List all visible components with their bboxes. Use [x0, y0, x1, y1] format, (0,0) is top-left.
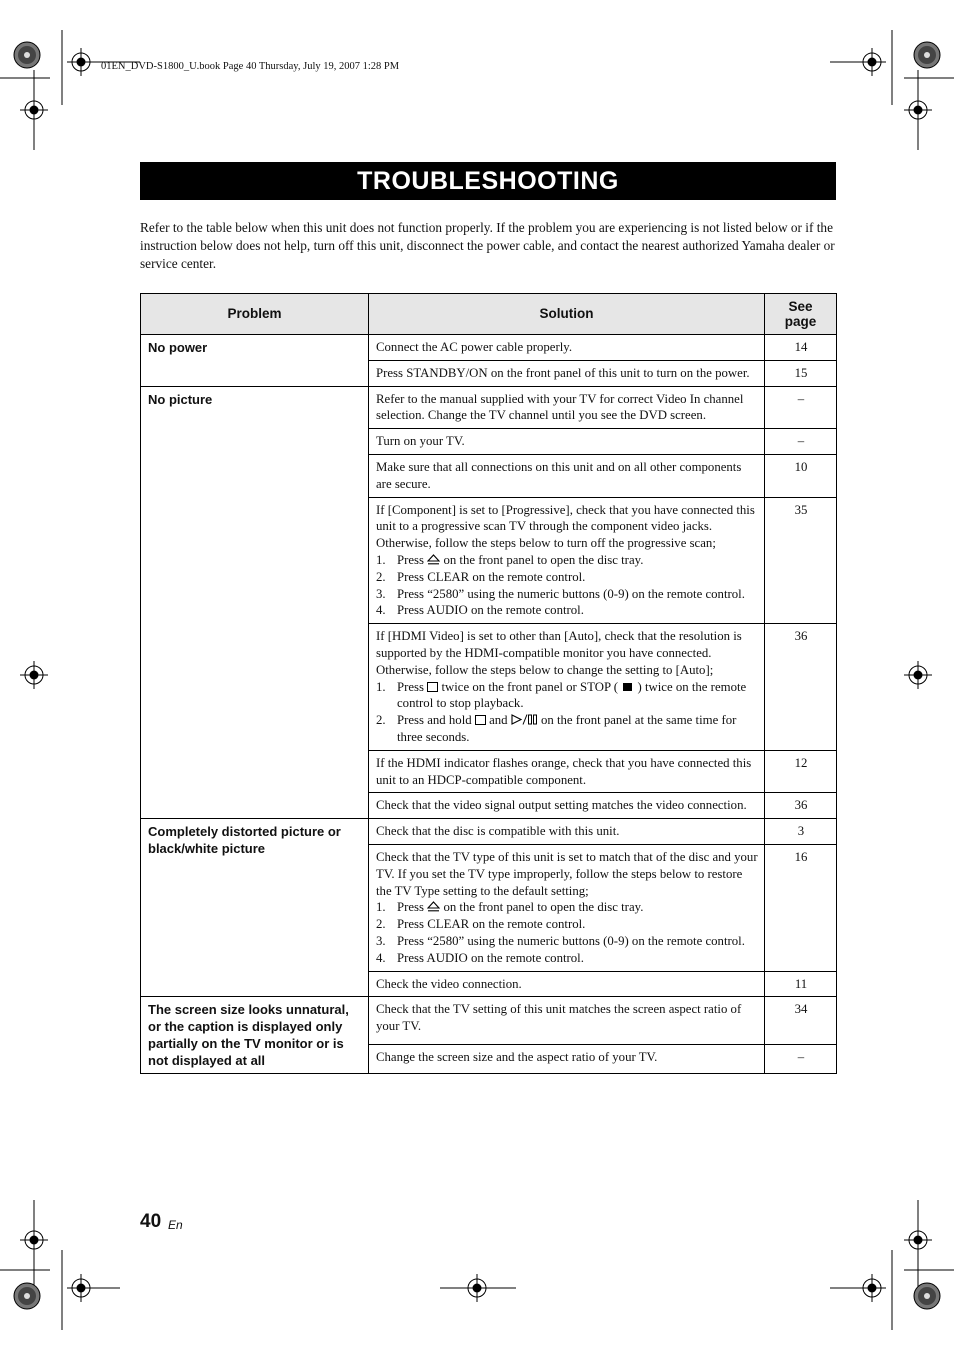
steps-list	[376, 679, 758, 746]
solution-cell: Check the video connection.	[369, 971, 765, 997]
problem-cell: No power	[141, 335, 369, 387]
solution-cell: Check that the disc is compatible with this unit.	[369, 819, 765, 845]
page-cell: 36	[765, 793, 837, 819]
solution-cell: Check that the video signal output setting matches the video connection.	[369, 793, 765, 819]
solution-cell: Make sure that all connections on this unit and on all other components are secure.	[369, 454, 765, 497]
play-stop-box-icon	[427, 682, 438, 692]
solution-text: Check that the TV type of this unit is set to match that of the disc and your TV. If you set the TV type improperly, follow the steps below to restore the TV Type setting to the default setting;	[376, 849, 758, 898]
solution-text: If [HDMI Video] is set to other than [Auto], check that the resolution is supported by the HDMI-compatible monitor you have connected. Otherwise, follow the steps below to change the setting to [Auto];	[376, 629, 742, 677]
registration-mark-icon	[914, 1283, 940, 1309]
stop-icon	[623, 683, 632, 691]
solution-cell: Connect the AC power cable properly.	[369, 335, 765, 361]
eject-icon	[427, 554, 440, 565]
step-item: 3. Press “2580” using the numeric buttons (0-9) on the remote control.	[376, 933, 745, 948]
page-cell: 15	[765, 360, 837, 386]
page-cell: 14	[765, 335, 837, 361]
registration-mark-icon	[14, 42, 40, 68]
page-number: 40	[140, 1211, 162, 1232]
registration-mark-icon	[914, 42, 940, 68]
page-cell: –	[765, 386, 837, 429]
problem-cell: No picture	[141, 386, 369, 819]
solution-cell	[369, 844, 765, 971]
eject-icon	[427, 901, 440, 912]
page-cell: 16	[765, 844, 837, 971]
step-item: 2. Press CLEAR on the remote control.	[376, 917, 586, 932]
page-title: TROUBLESHOOTING	[140, 162, 836, 200]
solution-cell: Refer to the manual supplied with your TV for correct Video In channel selection. Change the TV channel until you see the DVD screen.	[369, 386, 765, 429]
problem-cell: The screen size looks unnatural, or the caption is displayed only partially on the TV monitor or is not displayed at all	[141, 997, 369, 1074]
solution-cell: Turn on your TV.	[369, 429, 765, 455]
play-pause-icon	[511, 714, 538, 725]
step-item: 1. Press twice on the front panel or STOP ( ) twice on the remote control to stop playback.	[376, 679, 747, 711]
page-language: En	[168, 1218, 183, 1232]
registration-mark-icon	[14, 1283, 40, 1309]
solution-cell: If the HDMI indicator flashes orange, check that you have connected this unit to an HDCP-compatible component.	[369, 750, 765, 793]
page-cell: 34	[765, 997, 837, 1045]
step-item: 3. Press “2580” using the numeric buttons (0-9) on the remote control.	[376, 586, 745, 601]
page-cell: 11	[765, 971, 837, 997]
play-stop-box-icon	[475, 715, 486, 725]
header-see-page: See page	[765, 294, 837, 335]
step-item: 4. Press AUDIO on the remote control.	[376, 950, 584, 965]
solution-text: If [Component] is set to [Progressive], check that you have connected this unit to a progressive scan TV through the component video jacks. Otherwise, follow the steps below to turn off the progressive scan;	[376, 502, 755, 551]
solution-cell: Check that the TV setting of this unit matches the screen aspect ratio of your TV.	[369, 997, 765, 1045]
step-item: 1. Press on the front panel to open the disc tray.	[376, 900, 644, 915]
step-item: 1. Press on the front panel to open the disc tray.	[376, 552, 644, 567]
solution-cell: Change the screen size and the aspect ratio of your TV.	[369, 1045, 765, 1074]
solution-cell: Press STANDBY/ON on the front panel of this unit to turn on the power.	[369, 360, 765, 386]
page-cell: –	[765, 429, 837, 455]
steps-list	[376, 552, 758, 619]
header-problem: Problem	[141, 294, 369, 335]
intro-paragraph: Refer to the table below when this unit does not function properly. If the problem you are experiencing is not listed below or if the instruction below does not help, turn off this unit, disconnect the power cable, and contact the nearest authorized Yamaha dealer or service center.	[140, 220, 835, 271]
table-row	[141, 335, 837, 361]
steps-list	[376, 899, 758, 966]
header-solution: Solution	[369, 294, 765, 335]
table-header-row	[141, 294, 837, 335]
page-cell: 10	[765, 454, 837, 497]
page-cell: 3	[765, 819, 837, 845]
step-item: 4. Press AUDIO on the remote control.	[376, 603, 584, 618]
page-cell: 36	[765, 624, 837, 751]
page-cell: –	[765, 1045, 837, 1074]
page-cell: 35	[765, 497, 837, 624]
print-header-line: 01EN_DVD-S1800_U.book Page 40 Thursday, July 19, 2007 1:28 PM	[101, 61, 400, 72]
page-cell: 12	[765, 750, 837, 793]
problem-cell: Completely distorted picture or black/white picture	[141, 819, 369, 997]
table-row	[141, 819, 837, 845]
solution-cell	[369, 624, 765, 751]
table-row	[141, 386, 837, 429]
step-item: 2. Press CLEAR on the remote control.	[376, 569, 586, 584]
table-row	[141, 997, 837, 1045]
troubleshooting-table	[140, 293, 837, 1074]
solution-cell	[369, 497, 765, 624]
step-item: 2. Press and hold and on the front panel at the same time for three seconds.	[376, 713, 737, 744]
